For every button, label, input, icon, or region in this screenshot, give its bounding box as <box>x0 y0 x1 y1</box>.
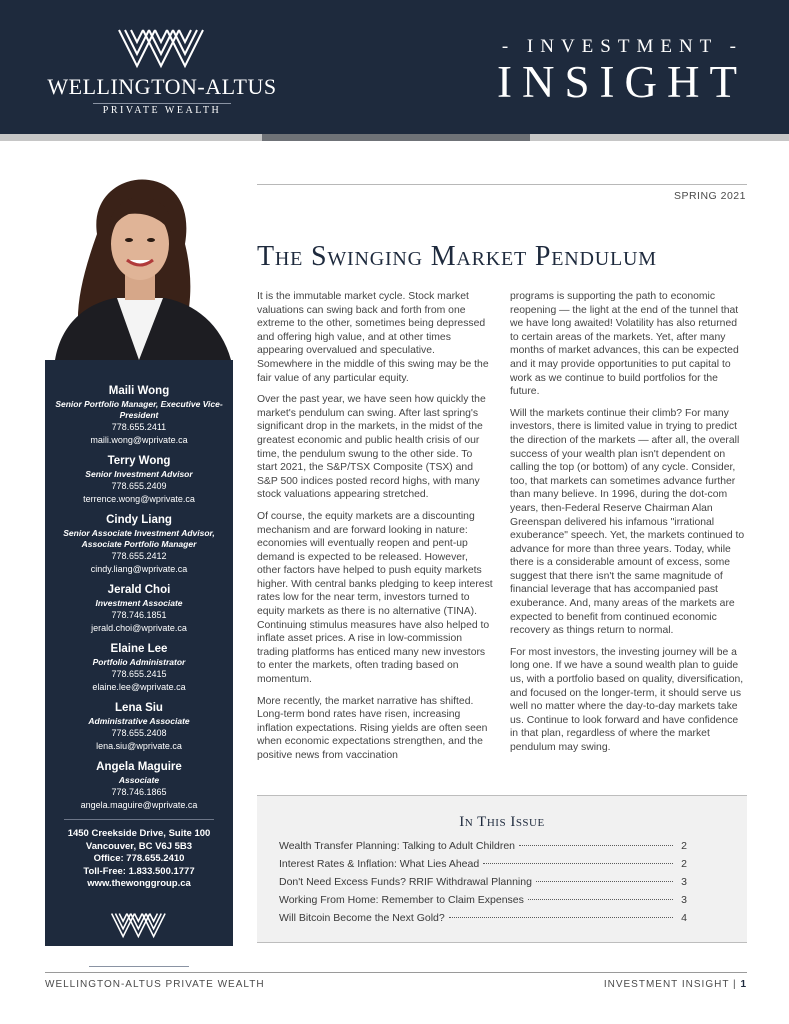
contact-name: Cindy Liang <box>106 514 172 526</box>
toc-item-page: 3 <box>681 876 687 888</box>
contact-title: Portfolio Administrator <box>92 657 186 667</box>
sidebar-logo-subtitle <box>89 966 189 976</box>
contact-name: Jerald Choi <box>107 584 171 596</box>
footer-publication <box>604 979 747 990</box>
contact-name: Lena Siu <box>115 702 163 714</box>
toc-item-page: 3 <box>681 894 687 906</box>
footer-brand: WELLINGTON-ALTUS PRIVATE WEALTH <box>45 979 265 990</box>
article-paragraph: More recently, the market narrative has shifted. Long-term bond rates have risen, increasing inflation expectations. Rising yields are often seen when economic expectations strengthen, and the positive news from vaccination <box>257 695 488 761</box>
contact-card <box>45 701 233 753</box>
article-column-left <box>257 290 493 771</box>
toc-leader-dots <box>528 899 673 900</box>
contact-card <box>45 513 233 576</box>
toc-item[interactable] <box>279 858 687 876</box>
contact-phone: 778.655.2411 <box>111 422 167 432</box>
masthead <box>0 0 789 134</box>
logo-subtitle: PRIVATE WEALTH <box>93 103 231 116</box>
logo-w-mark-icon <box>115 26 209 70</box>
toc-item-page: 2 <box>681 858 687 870</box>
contact-phone: 778.655.2412 <box>111 551 167 561</box>
advisor-portrait-illustration <box>45 174 233 360</box>
toc-item[interactable] <box>279 894 687 912</box>
contact-email[interactable]: maili.wong@wprivate.ca <box>90 435 188 445</box>
contact-card <box>45 642 233 694</box>
toc-item-label: Wealth Transfer Planning: Talking to Adult Children <box>279 840 515 852</box>
contact-title: Senior Portfolio Manager, Executive Vice-President <box>55 399 223 420</box>
toc-leader-dots <box>449 917 673 918</box>
toc-item[interactable] <box>279 912 687 930</box>
contact-title: Associate <box>118 775 160 785</box>
toc-item-page: 2 <box>681 840 687 852</box>
toc-item-label: Don't Need Excess Funds? RRIF Withdrawal Planning <box>279 876 532 888</box>
contact-name: Terry Wong <box>107 455 171 467</box>
toc-list <box>279 840 687 930</box>
contact-card <box>45 454 233 506</box>
article-column-right <box>510 290 746 763</box>
website-link[interactable]: www.thewonggroup.ca <box>87 878 191 889</box>
article-paragraph: For most investors, the investing journey will be a long one. If we have a sound wealth plan to guide us, with a portfolio based on quality, diversification, and focused on the longer-term, it should serve us well no matter where the day-to-day markets take us. Continue to look forward and have confidence in that plan, regardless of where the market pendulum may swing. <box>510 646 744 753</box>
sidebar-logo <box>45 911 233 979</box>
contact-title: Administrative Associate <box>88 716 190 726</box>
toc-item[interactable] <box>279 840 687 858</box>
office-phone: Office: 778.655.2410 <box>93 853 185 864</box>
toc-leader-dots <box>536 881 673 882</box>
contact-email[interactable]: terrence.wong@wprivate.ca <box>83 494 195 504</box>
header-stripe-accent <box>262 134 530 141</box>
contact-title: Investment Associate <box>95 598 183 608</box>
contact-email[interactable]: angela.maguire@wprivate.ca <box>80 800 198 810</box>
page-number: 1 <box>740 979 747 990</box>
contact-sidebar <box>45 360 233 960</box>
contact-card <box>45 583 233 635</box>
toc-leader-dots <box>519 845 673 846</box>
contact-phone: 778.655.2409 <box>111 481 167 491</box>
sidebar-logo-name: WELLINGTON-ALTUS <box>61 943 217 960</box>
contact-card <box>45 760 233 812</box>
toc-item[interactable] <box>279 876 687 894</box>
contact-phone: 778.746.1865 <box>111 787 167 797</box>
office-city: Vancouver, BC V6J 5B3 <box>85 840 193 852</box>
contact-email[interactable]: lena.siu@wprivate.ca <box>96 741 182 751</box>
toll-free-phone: Toll-Free: 1.833.500.1777 <box>83 865 195 877</box>
office-address: 1450 Creekside Drive, Suite 100 <box>67 828 211 839</box>
footer-publication-name: INVESTMENT INSIGHT | <box>603 979 737 990</box>
toc-item-page: 4 <box>681 912 687 924</box>
footer-rule <box>45 972 747 973</box>
toc-item-label: Will Bitcoin Become the Next Gold? <box>279 912 445 924</box>
sidebar-divider <box>64 819 214 820</box>
logo-name: WELLINGTON-ALTUS <box>47 74 277 99</box>
contact-phone: 778.655.2408 <box>111 728 167 738</box>
toc-title: In This Issue <box>459 814 545 830</box>
toc-item-label: Working From Home: Remember to Claim Expenses <box>279 894 524 906</box>
contact-phone: 778.746.1851 <box>111 610 167 620</box>
contact-email[interactable]: elaine.lee@wprivate.ca <box>92 682 186 692</box>
masthead-title: INSIGHT <box>497 57 747 107</box>
contact-name: Elaine Lee <box>110 643 168 655</box>
contact-card <box>45 384 233 447</box>
article-title: The Swinging Market Pendulum <box>257 241 657 272</box>
article-paragraph: It is the immutable market cycle. Stock market valuations can swing back and forth from one extreme to the other, sometimes being depressed and offering high value, and at other times appearing overvalued and speculative. Somewhere in the middle of this swing may be the fair value of any particular equity. <box>257 291 489 384</box>
article-paragraph: programs is supporting the path to economic reopening — the light at the end of the tunnel that we have long awaited! Volatility has also returned to certain areas of the markets. Yet, after many months of market advances, this can be expected and it may provide opportunities to put capital to work as we continue to build portfolios for the future. <box>510 291 739 398</box>
article-paragraph: Over the past year, we have seen how quickly the market's pendulum can swing. After last spring's significant drop in the markets, in the midst of the greatest economic and public health crisis of our time, the pendulum swung to the other side. To start 2021, the S&P/TSX Composite (TSX) and S&P 500 indices posted record highs, with many stock valuations appearing stretched. <box>257 394 486 501</box>
contact-title: Senior Associate Investment Advisor, Associate Portfolio Manager <box>63 528 215 549</box>
in-this-issue-box <box>257 795 747 943</box>
contact-email[interactable]: cindy.liang@wprivate.ca <box>90 564 188 574</box>
masthead-kicker: - INVESTMENT - <box>501 36 743 57</box>
toc-leader-dots <box>483 863 673 864</box>
article-top-rule <box>257 184 747 185</box>
contact-phone: 778.655.2415 <box>111 669 167 679</box>
contact-name: Maili Wong <box>108 385 170 397</box>
logo-w-mark-icon <box>108 911 170 939</box>
toc-item-label: Interest Rates & Inflation: What Lies Ahead <box>279 858 480 870</box>
advisor-contact-list <box>45 360 233 812</box>
article-paragraph: Will the markets continue their climb? For many investors, there is limited value in trying to predict the direction of the markets — after all, the overall success of your wealth plan isn't dependent on calling the top (or bottom) of any cycle. Consider, too, that markets can sometimes advance further than many believe. In 1996, during the dot-com years, then-Federal Reserve Chairman Alan Greenspan delivered his infamous "irrational exuberance" speech. Yet, the markets continued to advance for more than three years. Today, while there is a considerable amount of excess, some suggest that there isn't the same magnitude of financial leverage that has accompanied past exuberance. And, many areas of the markets are expected to benefit from continued economic recovery as things return to normal. <box>510 407 745 637</box>
issue-date: SPRING 2021 <box>673 190 746 202</box>
contact-email[interactable]: jerald.choi@wprivate.ca <box>91 623 187 633</box>
wellington-altus-logo <box>44 26 280 118</box>
advisor-portrait <box>45 174 233 360</box>
article-paragraph: Of course, the equity markets are a discounting mechanism and are forward looking in nature: economies will eventually reopen and pent-up demand is expected to be released. However, other factors have helped to push equity markets higher. With central banks pledging to keep interest rates low for the near term, investors turned to equity markets as there is no alternative (TINA). Continuing stimulus measures have also helped to inflate asset prices. A rise in low-commission trading platforms has enticed many new investors to enter the markets, often trading based on momentum. <box>257 510 493 686</box>
contact-title: Senior Investment Advisor <box>85 469 193 479</box>
contact-name: Angela Maguire <box>96 761 182 773</box>
